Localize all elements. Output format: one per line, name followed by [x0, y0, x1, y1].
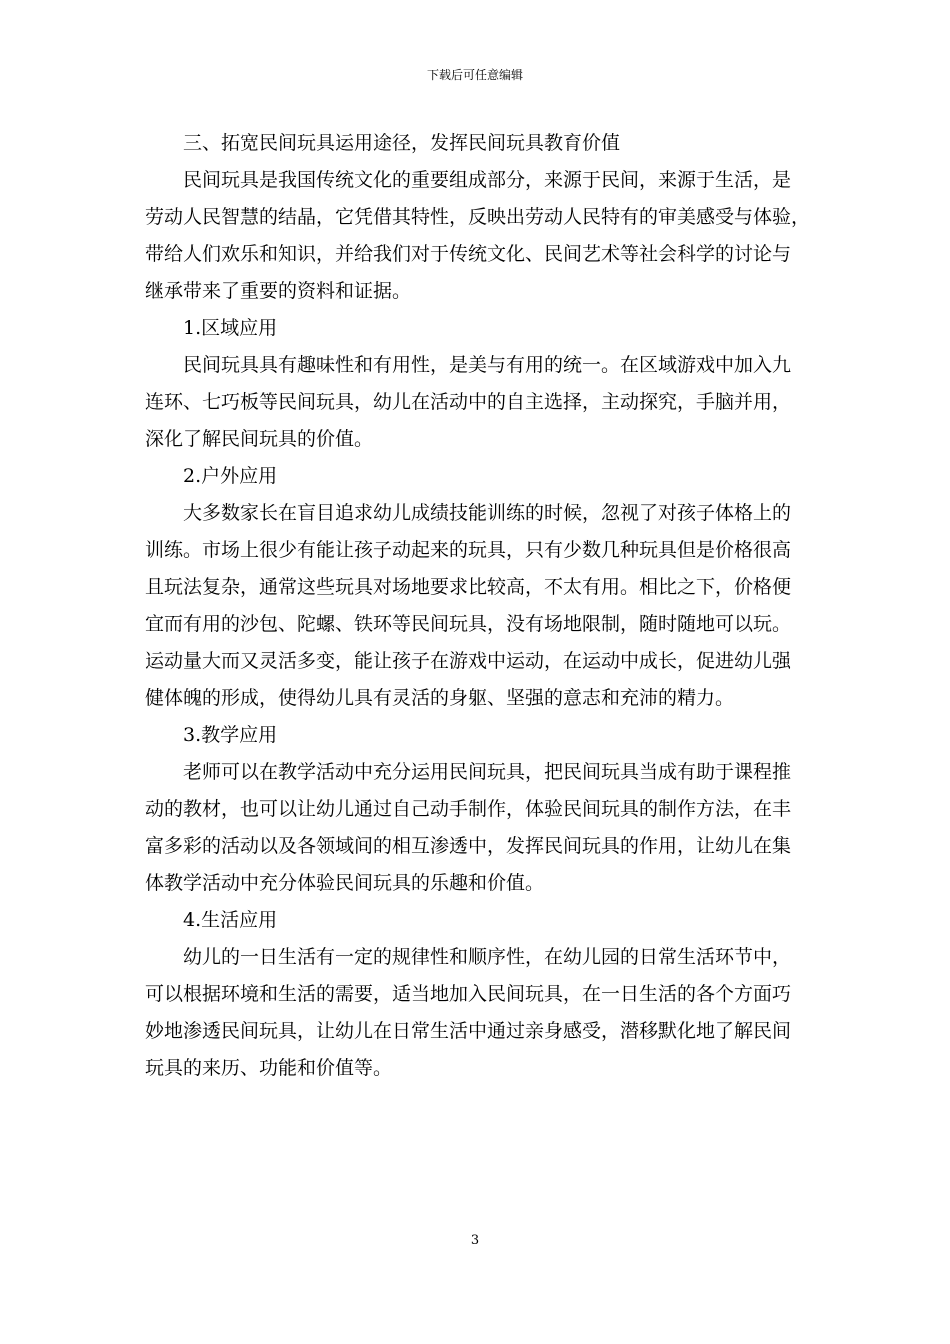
text-line: 大多数家长在盲目追求幼儿成绩技能训练的时候，忽视了对孩子体格上的: [183, 502, 792, 524]
text-line: 健体魄的形成，使得幼儿具有灵活的身躯、坚强的意志和充沛的精力。: [145, 687, 735, 709]
text-line: 妙地渗透民间玩具，让幼儿在日常生活中通过亲身感受，潜移默化地了解民间: [145, 1020, 792, 1042]
text-line: 体教学活动中充分体验民间玩具的乐趣和价值。: [145, 872, 545, 894]
text-line: 4.生活应用: [183, 909, 278, 931]
text-line: 富多彩的活动以及各领域间的相互渗透中，发挥民间玩具的作用，让幼儿在集: [145, 835, 792, 857]
text-line: 继承带来了重要的资料和证据。: [145, 280, 412, 302]
text-line: 且玩法复杂，通常这些玩具对场地要求比较高，不太有用。相比之下，价格便: [145, 576, 792, 598]
text-line: 训练。市场上很少有能让孩子动起来的玩具，只有少数几种玩具但是价格很高: [145, 539, 792, 561]
text-line: 运动量大而又灵活多变，能让孩子在游戏中运动，在运动中成长，促进幼儿强: [145, 650, 792, 672]
page-number: 3: [470, 1233, 480, 1248]
text-line: 三、拓宽民间玩具运用途径，发挥民间玩具教育价值: [183, 132, 621, 154]
text-line: 老师可以在教学活动中充分运用民间玩具，把民间玩具当成有助于课程推: [183, 761, 792, 783]
document-body: [145, 125, 810, 1087]
text-line: 玩具的来历、功能和价值等。: [145, 1057, 393, 1079]
text-line: 2.户外应用: [183, 465, 278, 487]
text-line: 宜而有用的沙包、陀螺、铁环等民间玩具，没有场地限制，随时随地可以玩。: [145, 613, 792, 635]
text-line: 劳动人民智慧的结晶，它凭借其特性，反映出劳动人民特有的审美感受与体验，: [145, 206, 810, 228]
text-line: 连环、七巧板等民间玩具，幼儿在活动中的自主选择，主动探究，手脑并用，: [145, 391, 792, 413]
text-line: 1.区域应用: [183, 317, 278, 339]
text-line: 带给人们欢乐和知识，并给我们对于传统文化、民间艺术等社会科学的讨论与: [145, 243, 792, 265]
text-line: 动的教材，也可以让幼儿通过自己动手制作，体验民间玩具的制作方法，在丰: [145, 798, 792, 820]
text-line: 幼儿的一日生活有一定的规律性和顺序性，在幼儿园的日常生活环节中，: [183, 946, 792, 968]
text-line: 民间玩具具有趣味性和有用性，是美与有用的统一。在区域游戏中加入九: [183, 354, 792, 376]
text-line: 3.教学应用: [183, 724, 278, 746]
page-header: 下载后可任意编辑: [426, 68, 523, 82]
text-line: 深化了解民间玩具的价值。: [145, 428, 374, 450]
text-line: 民间玩具是我国传统文化的重要组成部分，来源于民间，来源于生活，是: [183, 169, 792, 191]
text-line: 可以根据环境和生活的需要，适当地加入民间玩具，在一日生活的各个方面巧: [145, 983, 792, 1005]
